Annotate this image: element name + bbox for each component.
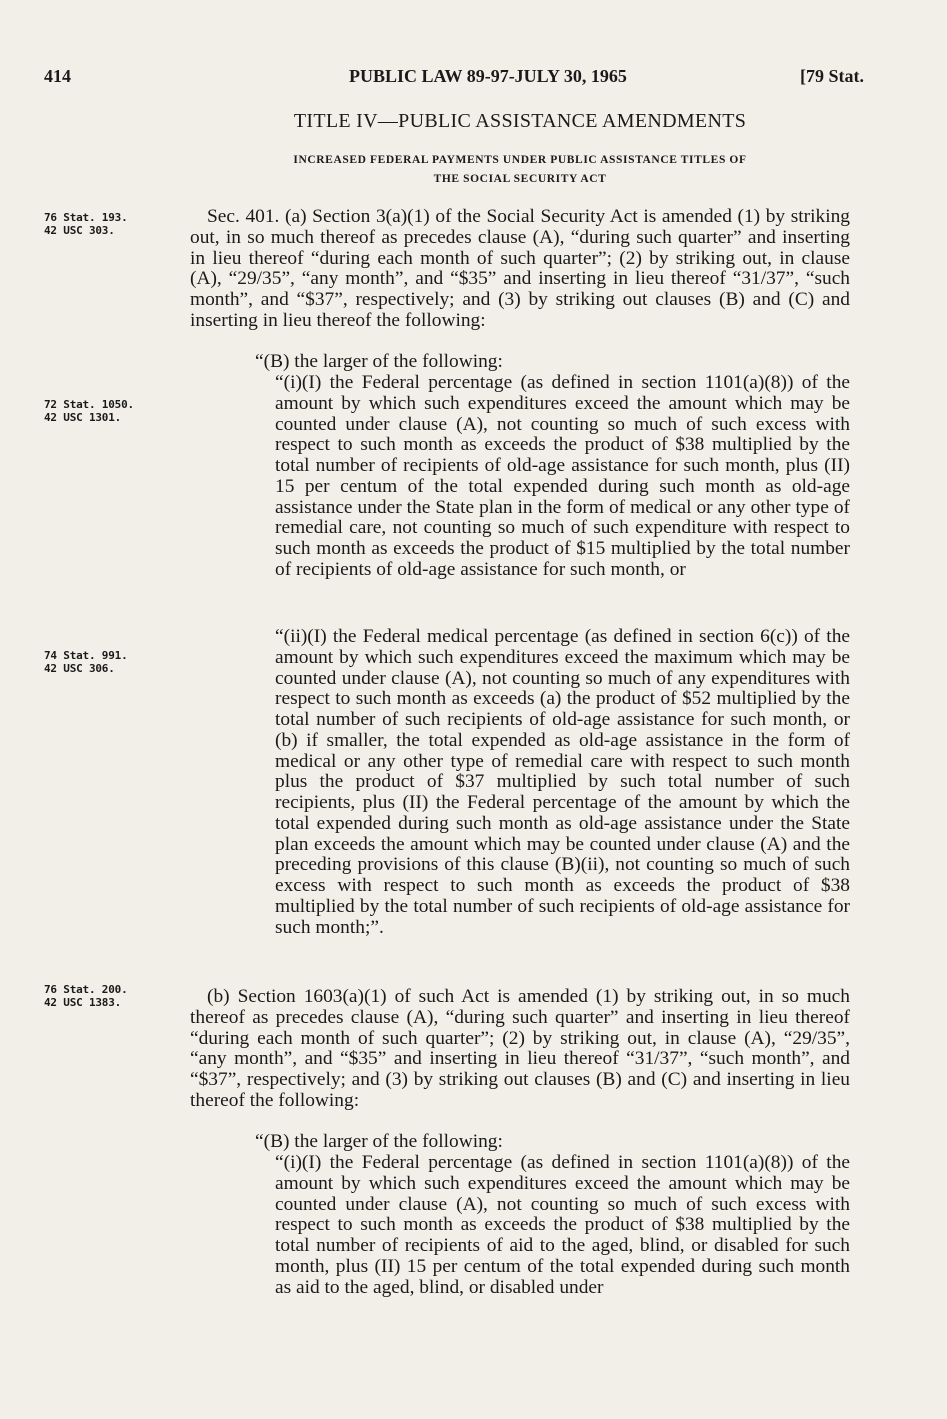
header-stat-reference: [79 Stat. xyxy=(800,66,864,86)
margin-citation-stat: 76 Stat. 200. xyxy=(44,983,128,996)
clause-b-ii-paragraph: “(ii)(I) the Federal medical percentage (as defined in section 6(c)) of the amount by which such expenditures exceed the maximum which may be counted under clause (A), not counting so much of any expenditures with respect to such month as exceeds (a) the product of $52 multiplied by the total number of such recipients of old-age assistance for such month, or (b) if smaller, the total expended as old-age assistance in the form of medical or any other type of remedial care with respect to such month plus the product of $37 multiplied by such total number of such recipients, plus (II) the Federal percentage of the amount by which the total expended during such month as old-age assistance under the State plan exceeds the amount which may be counted under clause (A) and the preceding provisions of this clause (B)(ii), not counting so much of such excess with respect to such month as exceeds the product of $38 multiplied by the total number of such recipients of old-age assistance for such month;”. xyxy=(275,626,850,938)
margin-citation-usc: 42 USC 1383. xyxy=(44,996,122,1009)
subtitle-heading xyxy=(190,151,850,189)
section-401a-paragraph: Sec. 401. (a) Section 3(a)(1) of the Social Security Act is amended (1) by striking out, in so much thereof as precedes clause (A), “during such quarter” and inserting in lieu thereof “during each month of such quarter”; (2) by striking out, in clause (A), “29/35”, “any month”, and “$35” and inserting in lieu thereof “31/37”, “such month”, and “$37”, respectively; and (3) by striking out clauses (B) and (C) and inserting in lieu thereof the following: xyxy=(190,206,850,331)
margin-citation-stat: 72 Stat. 1050. xyxy=(44,398,134,411)
margin-citation-stat: 74 Stat. 991. xyxy=(44,649,128,662)
margin-citation-3 xyxy=(44,649,174,675)
header-title: PUBLIC LAW 89-97-JULY 30, 1965 xyxy=(349,66,627,86)
margin-citation-stat: 76 Stat. 193. xyxy=(44,211,128,224)
margin-citation-2 xyxy=(44,398,174,424)
title-heading: TITLE IV—PUBLIC ASSISTANCE AMENDMENTS xyxy=(293,110,747,132)
subtitle-line-1: INCREASED FEDERAL PAYMENTS UNDER PUBLIC ASSISTANCE TITLES OF xyxy=(293,154,747,166)
margin-citation-usc: 42 USC 306. xyxy=(44,662,115,675)
clause-b-heading-2: “(B) the larger of the following: xyxy=(255,1131,503,1152)
running-header xyxy=(44,66,864,90)
clause-b-i-paragraph-2: “(i)(I) the Federal percentage (as defined in section 1101(a)(8)) of the amount by which such expenditures exceed the amount which may be counted under clause (A), not counting so much of such excess with respect to such month as exceeds the product of $38 multiplied by the total number of recipients of aid to the aged, blind, or disabled for such month, plus (II) 15 per centum of the total expended during such month as aid to the aged, blind, or disabled under xyxy=(275,1152,850,1298)
margin-citation-usc: 42 USC 1301. xyxy=(44,411,122,424)
margin-citation-usc: 42 USC 303. xyxy=(44,224,115,237)
clause-b-heading: “(B) the larger of the following: xyxy=(255,351,503,372)
clause-b-i-paragraph: “(i)(I) the Federal percentage (as defined in section 1101(a)(8)) of the amount by which such expenditures exceed the amount which may be counted under clause (A), not counting so much of such excess with respect to such month as exceeds the product of $38 multiplied by the total number of recipients of old-age assistance for such month, plus (II) 15 per centum of the total expended during such month as old-age assistance under the State plan in the form of medical or any other type of remedial care, not counting so much of such expenditure with respect to such month as exceeds the product of $15 multiplied by the total number of recipients of old-age assistance for such month, or xyxy=(275,372,850,580)
margin-citation-1 xyxy=(44,211,174,237)
section-401b-paragraph: (b) Section 1603(a)(1) of such Act is amended (1) by striking out, in so much thereof as precedes clause (A), “during such quarter” and inserting in lieu thereof “during each month of such quarter”; (2) by striking out, in clause (A), “29/35”, “any month”, and “$35” and inserting in lieu thereof “31/37”, “such month”, and “$37”, respectively; and (3) by striking out clauses (B) and (C) and inserting in lieu thereof the following: xyxy=(190,986,850,1111)
margin-citation-4 xyxy=(44,983,174,1009)
page-number: 414 xyxy=(44,66,71,86)
subtitle-line-2: THE SOCIAL SECURITY ACT xyxy=(433,173,607,185)
